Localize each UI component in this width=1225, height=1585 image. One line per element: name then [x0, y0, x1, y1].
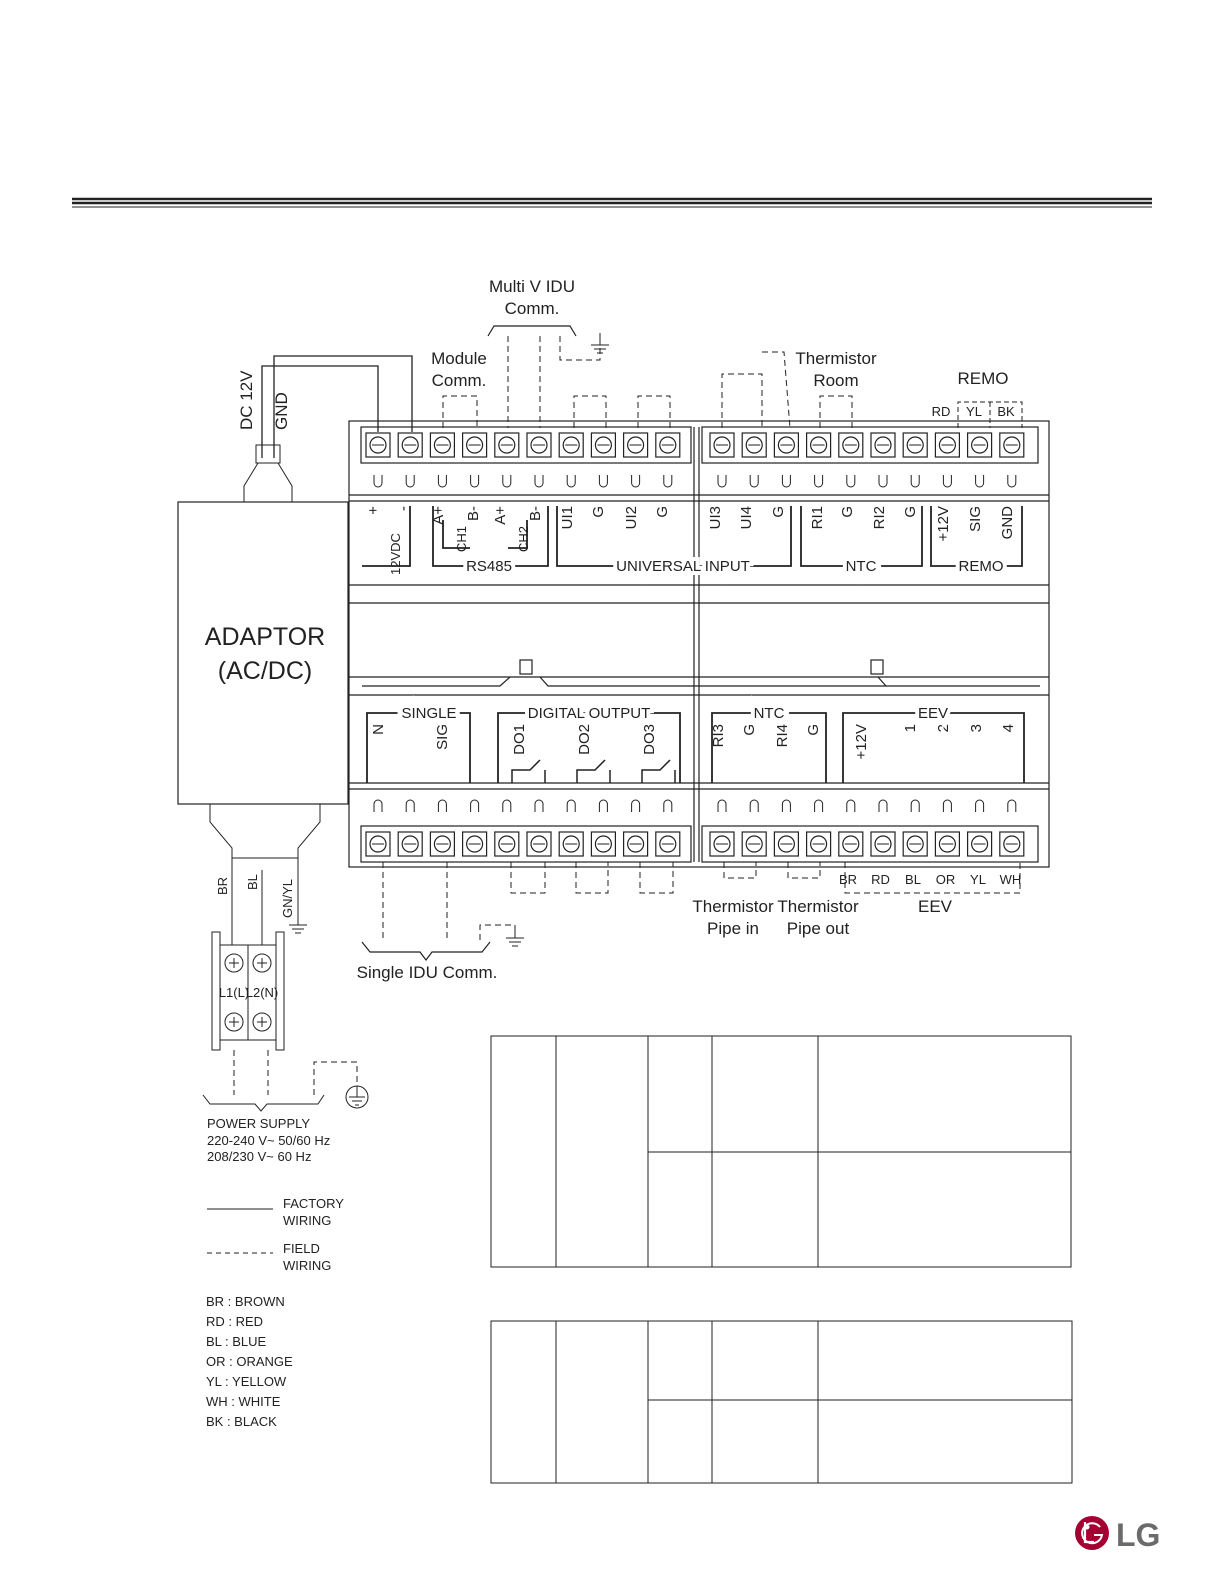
terminal-screw — [774, 433, 798, 487]
svg-text:DC 12V: DC 12V — [237, 370, 256, 430]
pin-label: - — [395, 506, 412, 511]
svg-text:Room: Room — [813, 371, 859, 390]
eev-wire-labels — [839, 872, 1021, 887]
svg-text:BR: BR — [215, 876, 230, 895]
ground-icon — [506, 930, 524, 946]
terminal-screw — [742, 800, 766, 856]
pin-label: DO1 — [511, 724, 528, 755]
pin-label: UI3 — [707, 506, 724, 530]
terminal-screw — [871, 433, 895, 487]
color-code-item: RD : RED — [206, 1314, 264, 1329]
svg-text:Thermistor: Thermistor — [692, 897, 774, 916]
svg-text:ADAPTOR: ADAPTOR — [204, 623, 326, 651]
terminal-screw — [807, 800, 831, 856]
pin-label: G — [590, 506, 607, 518]
svg-text:GN/YL: GN/YL — [280, 878, 295, 918]
adaptor-box — [178, 502, 348, 870]
single-idu-brace — [362, 942, 490, 960]
color-code-item: YL : YELLOW — [206, 1374, 287, 1389]
pin-label: G — [741, 724, 758, 736]
multi-v-idu-comm-label — [488, 277, 600, 428]
terminal-screw — [559, 800, 583, 856]
pin-label: G — [805, 724, 822, 736]
power-supply-title: POWER SUPPLY — [207, 1116, 311, 1131]
svg-text:REMO: REMO — [957, 369, 1009, 388]
terminal-screw — [624, 800, 648, 856]
terminal-screw — [903, 800, 927, 856]
pin-label: +12V — [935, 506, 952, 542]
svg-text:REMO: REMO — [958, 558, 1004, 575]
pin-label: 1 — [902, 724, 919, 733]
svg-text:Comm.: Comm. — [431, 371, 487, 390]
svg-text:12VDC: 12VDC — [388, 533, 403, 575]
bottom-terminal-screws — [366, 800, 1024, 856]
terminal-screw — [839, 433, 863, 487]
svg-text:BK: BK — [997, 404, 1015, 419]
terminal-screw — [591, 800, 615, 856]
color-code-item: WH : WHITE — [206, 1394, 281, 1409]
adaptor-output-wires — [215, 870, 307, 945]
svg-text:CH2: CH2 — [516, 525, 531, 552]
svg-text:Comm.: Comm. — [504, 299, 560, 318]
svg-text:YL: YL — [966, 404, 982, 419]
svg-text:Pipe out: Pipe out — [786, 919, 850, 938]
terminal-screw — [366, 800, 390, 856]
terminal-screw — [656, 433, 680, 487]
earth-ground-icon — [346, 1086, 368, 1108]
terminal-screw — [366, 433, 390, 487]
terminal-screw — [935, 800, 959, 856]
pin-label: UI4 — [738, 506, 755, 530]
terminal-screw — [774, 800, 798, 856]
pin-label: RI2 — [871, 506, 888, 530]
eev-wire-label: BL — [905, 872, 921, 887]
svg-text:BL: BL — [245, 874, 260, 890]
terminal-screw — [463, 433, 487, 487]
terminal-screw — [463, 800, 487, 856]
terminal-screw — [398, 433, 422, 487]
digital-output-switch-icons — [512, 760, 675, 783]
svg-text:Pipe in: Pipe in — [707, 919, 759, 938]
power-supply-note — [207, 1114, 330, 1167]
pin-label: 2 — [935, 724, 952, 733]
pin-label: A+ — [492, 506, 509, 525]
terminal-screw — [871, 800, 895, 856]
header-rule — [72, 199, 1152, 207]
color-code-item: BK : BLACK — [206, 1414, 277, 1429]
color-code-item: OR : ORANGE — [206, 1354, 293, 1369]
pin-label: RI1 — [809, 506, 826, 530]
pin-label: GND — [999, 506, 1016, 540]
eev-wire-label: YL — [970, 872, 986, 887]
terminal-screw — [807, 433, 831, 487]
pin-label: 3 — [968, 724, 985, 733]
svg-text:NTC: NTC — [753, 705, 785, 722]
svg-text:RD: RD — [931, 404, 951, 419]
svg-text:GND: GND — [272, 392, 291, 430]
top-terminal-screws — [366, 433, 1024, 487]
pin-label: B- — [527, 506, 544, 521]
terminal-screw — [935, 433, 959, 487]
thermistor-room-label — [795, 349, 877, 428]
module-comm-label — [431, 349, 487, 428]
thermistor-pipe-out-label — [777, 897, 859, 938]
top-group-labels — [388, 526, 1004, 575]
svg-text:CH1: CH1 — [454, 525, 469, 552]
pin-label: + — [365, 506, 382, 515]
pin-label: G — [654, 506, 671, 518]
pin-label: 4 — [1000, 724, 1017, 733]
pin-label: RI4 — [774, 724, 791, 748]
terminal-screw — [398, 800, 422, 856]
svg-text:L1(L): L1(L) — [218, 985, 250, 1000]
factory-wiring-label: FACTORY WIRING — [283, 1196, 344, 1228]
bottom-group-brackets — [367, 713, 1024, 783]
terminal-screw — [656, 800, 680, 856]
eev-wire-label: WH — [999, 872, 1022, 887]
pin-label: N — [370, 724, 387, 735]
thermistor-pipe-in-label — [692, 897, 774, 938]
terminal-screw — [710, 800, 734, 856]
pin-label: G — [902, 506, 919, 518]
color-code-item: BL : BLUE — [206, 1334, 267, 1349]
ui-field-dashes — [574, 352, 790, 428]
terminal-screw — [430, 433, 454, 487]
pin-label: +12V — [853, 724, 870, 760]
table-grid-2 — [491, 1321, 1072, 1483]
pin-label: DO3 — [641, 724, 658, 755]
terminal-screw — [968, 800, 992, 856]
eev-wire-label: BR — [838, 872, 858, 887]
eev-wire-label: RD — [871, 872, 890, 887]
svg-text:DIGITAL OUTPUT: DIGITAL OUTPUT — [527, 705, 651, 722]
color-code-item: BR : BROWN — [206, 1294, 285, 1309]
svg-text:RS485: RS485 — [466, 558, 512, 575]
terminal-screw — [1000, 800, 1024, 856]
pin-label: RI3 — [710, 724, 727, 748]
terminal-screw — [591, 433, 615, 487]
remo-label — [932, 369, 1022, 428]
field-wiring-label: FIELD WIRING — [283, 1241, 332, 1273]
terminal-screw — [710, 433, 734, 487]
pin-label: SIG — [434, 724, 451, 750]
svg-text:Module: Module — [431, 349, 487, 368]
power-supply-line-1: 220-240 V~ 50/60 Hz — [207, 1132, 331, 1148]
svg-text:EEV: EEV — [917, 705, 949, 722]
terminal-screw — [495, 800, 519, 856]
power-terminal-block — [203, 932, 357, 1111]
svg-text:Multi V IDU: Multi V IDU — [489, 277, 575, 296]
eev-label: EEV — [917, 897, 953, 916]
terminal-screw — [527, 800, 551, 856]
svg-text:UNIVERSAL INPUT: UNIVERSAL INPUT — [616, 558, 750, 575]
terminal-screw — [903, 433, 927, 487]
table-grid-1 — [491, 1036, 1071, 1267]
svg-text:NTC: NTC — [845, 558, 877, 575]
eev-wire-label: OR — [935, 872, 956, 887]
lg-logo — [1075, 1516, 1160, 1553]
pin-label: UI1 — [559, 506, 576, 530]
svg-text:SINGLE: SINGLE — [401, 705, 457, 722]
terminal-screw — [968, 433, 992, 487]
controller-module — [349, 421, 1049, 867]
terminal-screw — [495, 433, 519, 487]
terminal-screw — [839, 800, 863, 856]
terminal-screw — [624, 433, 648, 487]
pin-label: A+ — [430, 506, 447, 525]
pin-label: G — [770, 506, 787, 518]
pin-label: SIG — [967, 506, 984, 532]
terminal-screw — [430, 800, 454, 856]
svg-text:(AC/DC): (AC/DC) — [217, 657, 313, 685]
dc-cable — [237, 356, 412, 502]
svg-text:Thermistor: Thermistor — [795, 349, 877, 368]
terminal-screw — [527, 433, 551, 487]
pin-label: DO2 — [576, 724, 593, 755]
power-supply-line-2: 208/230 V~ 60 Hz — [207, 1149, 312, 1164]
lg-logo-text: LG — [1116, 1517, 1161, 1553]
svg-text:Thermistor: Thermistor — [777, 897, 859, 916]
single-idu-comm-label: Single IDU Comm. — [356, 963, 498, 982]
pin-label: G — [839, 506, 856, 518]
pin-label: B- — [465, 506, 482, 521]
pin-label: UI2 — [623, 506, 640, 530]
terminal-screw — [1000, 433, 1024, 487]
terminal-screw — [742, 433, 766, 487]
terminal-screw — [559, 433, 583, 487]
svg-text:L2(N): L2(N) — [245, 985, 279, 1000]
color-code-list — [206, 1292, 293, 1432]
